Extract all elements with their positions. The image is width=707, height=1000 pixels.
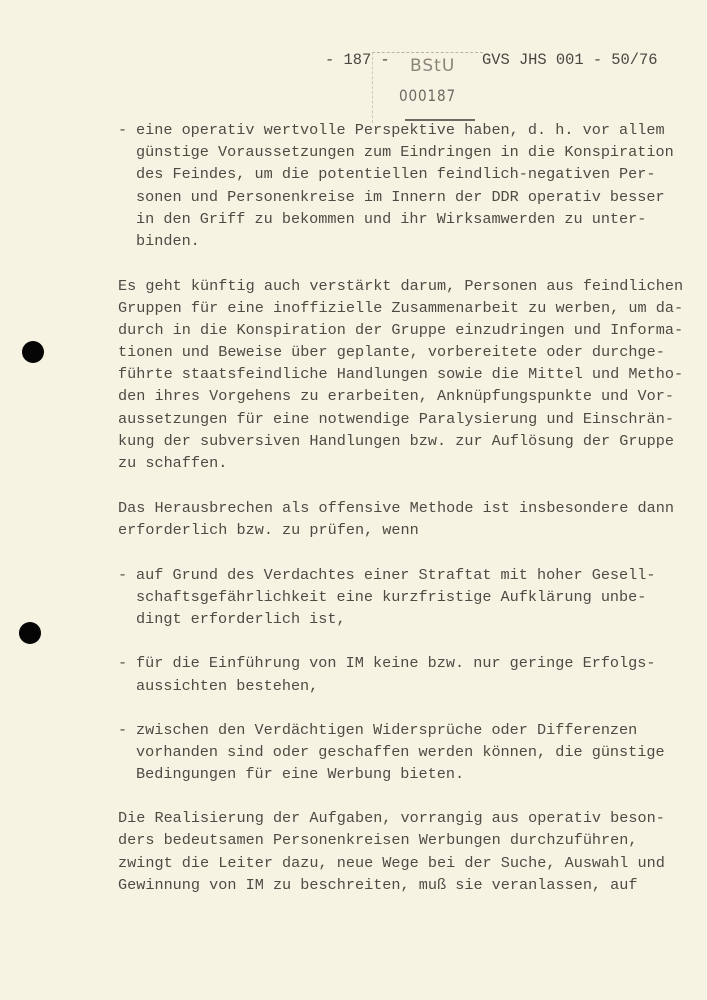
punch-hole-lower [19, 622, 41, 644]
text-line: führte staatsfeindliche Handlungen sowie die Mittel und Metho- [118, 365, 684, 383]
text-line: für die Einführung von IM keine bzw. nur geringe Erfolgs- [136, 654, 656, 672]
text-line: vorhanden sind oder geschaffen werden können, die günstige [136, 743, 665, 761]
text-line: auf Grund des Verdachtes einer Straftat mit hoher Gesell- [136, 566, 656, 584]
text-line: Das Herausbrechen als offensive Methode ist insbesondere dann [118, 499, 674, 517]
text-line: aussetzungen für eine notwendige Paralysierung und Einschrän- [118, 410, 674, 428]
bullet-marker: - [118, 721, 128, 739]
text-line: dingt erforderlich ist, [136, 610, 346, 628]
document-reference: GVS JHS 001 - 50/76 [482, 51, 658, 69]
text-line: zwingt die Leiter dazu, neue Wege bei der Suche, Auswahl und [118, 854, 665, 872]
stamp-number: 000187 [399, 86, 457, 105]
text-line: Es geht künftig auch verstärkt darum, Personen aus feindlichen [118, 277, 684, 295]
text-line: zwischen den Verdächtigen Widersprüche oder Differenzen [136, 721, 638, 739]
text-line: durch in die Konspiration der Gruppe einzudringen und Informa- [118, 321, 684, 339]
punch-hole-upper [22, 341, 44, 363]
text-line: sonen und Personenkreise im Innern der DDR operativ besser [136, 188, 665, 206]
text-line: aussichten bestehen, [136, 677, 319, 695]
text-line: schaftsgefährlichkeit eine kurzfristige Aufklärung unbe- [136, 588, 647, 606]
text-line: kung der subversiven Handlungen bzw. zur Auflösung der Gruppe [118, 432, 674, 450]
page-number: - 187 - [325, 51, 390, 69]
stamp-archive-label: BStU [410, 56, 456, 76]
text-line: des Feindes, um die potentiellen feindlich-negativen Per- [136, 165, 656, 183]
text-line: ders bedeutsamen Personenkreisen Werbungen durchzuführen, [118, 831, 638, 849]
text-line: tionen und Beweise über geplante, vorbereitete oder durchge- [118, 343, 665, 361]
text-line: eine operativ wertvolle Perspektive haben, d. h. vor allem [136, 121, 665, 139]
bullet-marker: - [118, 654, 128, 672]
text-line: in den Griff zu bekommen und ihr Wirksamwerden zu unter- [136, 210, 647, 228]
text-line: Gewinnung von IM zu beschreiten, muß sie veranlassen, auf [118, 876, 638, 894]
text-line: erforderlich bzw. zu prüfen, wenn [118, 521, 419, 539]
text-line: Bedingungen für eine Werbung bieten. [136, 765, 465, 783]
text-line: zu schaffen. [118, 454, 228, 472]
text-line: Die Realisierung der Aufgaben, vorrangig aus operativ beson- [118, 809, 665, 827]
bullet-marker: - [118, 566, 128, 584]
bullet-marker: - [118, 121, 128, 139]
text-line: den ihres Vorgehens zu erarbeiten, Anknüpfungspunkte und Vor- [118, 387, 674, 405]
text-line: binden. [136, 232, 200, 250]
text-line: Gruppen für eine inoffizielle Zusammenarbeit zu werben, um da- [118, 299, 684, 317]
text-line: günstige Voraussetzungen zum Eindringen in die Konspiration [136, 143, 674, 161]
